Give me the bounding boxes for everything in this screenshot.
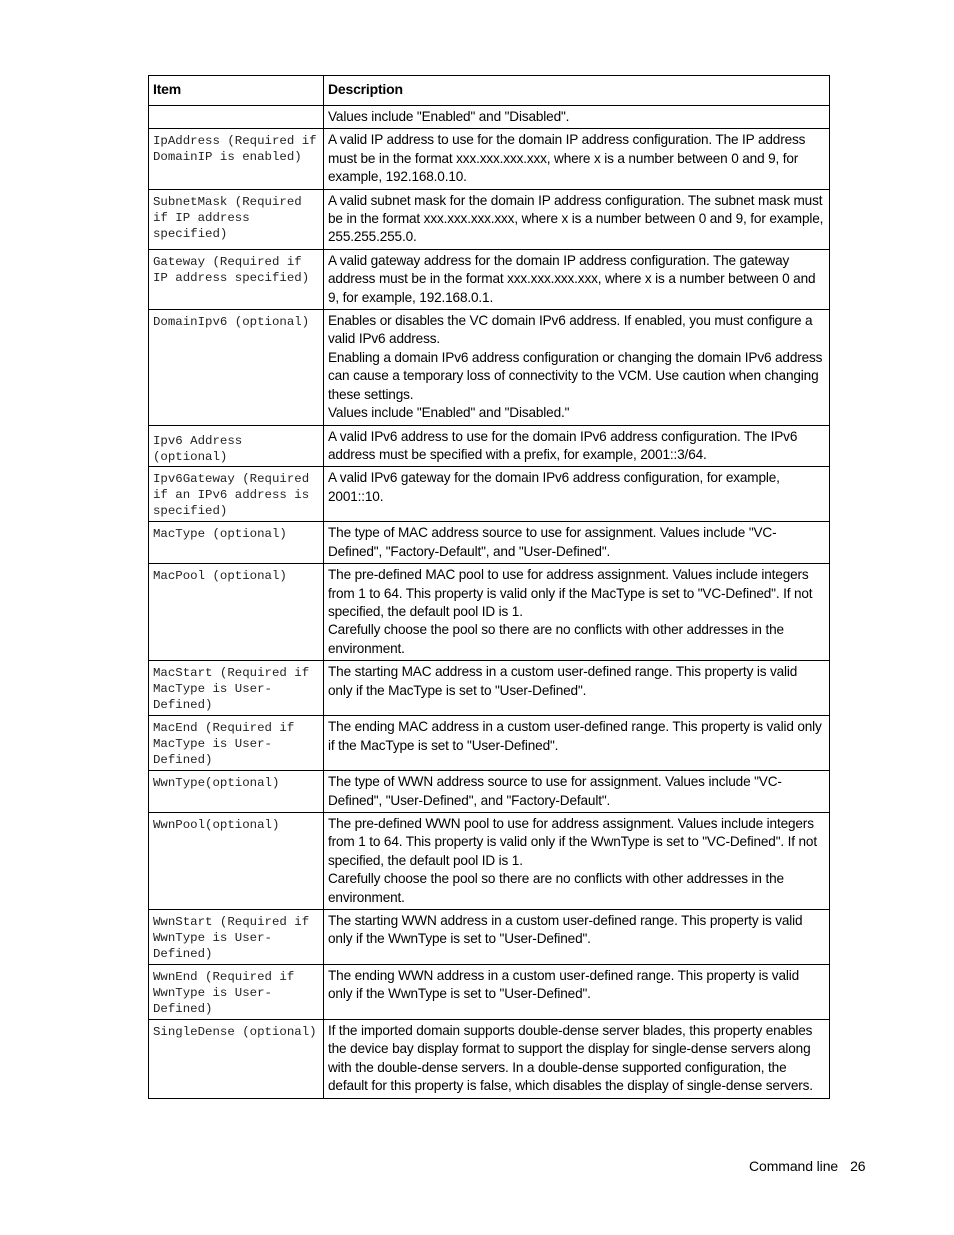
table-row [149,522,830,564]
item-cell: WwnType(optional) [149,771,324,813]
item-cell: MacPool (optional) [149,564,324,661]
description-cell [324,189,830,249]
description-paragraph: The starting MAC address in a custom user-defined range. This property is valid only if the MacType is set to "User-Defined". [328,664,798,698]
table-row [149,910,830,965]
footer-section: Command line [749,1158,839,1174]
table-row [149,812,830,909]
description-paragraph: If the imported domain supports double-dense server blades, this property enables the device bay display format to support the display for single-dense servers along with the double-dense servers. In a double-dense supported configuration, the default for this property is false, which disables the display of single-dense servers. [328,1023,813,1094]
description-paragraph: A valid IPv6 gateway for the domain IPv6 address configuration, for example, 2001::10. [328,470,780,504]
description-cell [324,716,830,771]
description-cell [324,771,830,813]
description-paragraph: A valid gateway address for the domain IP address configuration. The gateway address must be in the format xxx.xxx.xxx.xxx, where x is a number between 0 and 9, for example, 192.168.0.1. [328,252,816,305]
parameter-table [148,75,830,1099]
item-cell: DomainIpv6 (optional) [149,310,324,425]
description-paragraph: The ending MAC address in a custom user-defined range. This property is valid only if the MacType is set to "User-Defined". [328,719,822,753]
description-cell [324,129,830,189]
description-cell [324,965,830,1020]
table-row [149,310,830,425]
description-cell [324,467,830,522]
item-cell: SubnetMask (Required if IP address specified) [149,189,324,249]
description-paragraph: Enables or disables the VC domain IPv6 address. If enabled, you must configure a valid IPv6 address. [328,313,813,347]
table-row [149,1020,830,1099]
item-cell [149,106,324,129]
item-cell: SingleDense (optional) [149,1020,324,1099]
table-row [149,425,830,467]
description-paragraph: The starting WWN address in a custom user-defined range. This property is valid only if the WwnType is set to "User-Defined". [328,913,803,947]
item-cell: MacEnd (Required if MacType is User-Defined) [149,716,324,771]
description-cell [324,812,830,909]
table-body [149,106,830,1099]
table-row [149,965,830,1020]
item-cell: Ipv6 Address (optional) [149,425,324,467]
description-cell [324,1020,830,1099]
description-cell [324,310,830,425]
description-paragraph: A valid IP address to use for the domain IP address configuration. The IP address must be in the format xxx.xxx.xxx.xxx, where x is a number between 0 and 9, for example, 192.168.0.10. [328,132,806,185]
description-paragraph: The ending WWN address in a custom user-defined range. This property is valid only if the WwnType is set to "User-Defined". [328,968,800,1002]
page-number: 26 [850,1158,866,1174]
description-cell [324,249,830,309]
table-row [149,564,830,661]
description-paragraph: Values include "Enabled" and "Disabled." [328,405,570,421]
table-row [149,106,830,129]
description-cell [324,910,830,965]
table-row [149,771,830,813]
description-paragraph: The pre-defined MAC pool to use for address assignment. Values include integers from 1 to 64. This property is valid only if the MacType is set to "VC-Defined". If not specified, the default pool ID is 1. [328,567,813,619]
description-paragraph: A valid subnet mask for the domain IP address configuration. The subnet mask must be in the format xxx.xxx.xxx.xxx, where x is a number between 0 and 9, for example, 255.255.255.0. [328,192,824,245]
table-row [149,249,830,309]
description-cell [324,425,830,467]
description-cell [324,564,830,661]
item-cell: Gateway (Required if IP address specified) [149,249,324,309]
header-description: Description [324,76,830,106]
table-row [149,661,830,716]
description-paragraph: Enabling a domain IPv6 address configuration or changing the domain IPv6 address can cause a temporary loss of connectivity to the VCM. Use caution when changing these settings. [328,349,823,402]
header-item: Item [149,76,324,106]
table-row [149,716,830,771]
description-paragraph: Carefully choose the pool so there are no conflicts with other addresses in the environment. [328,622,784,656]
description-cell [324,522,830,564]
item-cell: MacType (optional) [149,522,324,564]
table-row [149,129,830,189]
item-cell: Ipv6Gateway (Required if an IPv6 address is specified) [149,467,324,522]
description-paragraph: The type of MAC address source to use for assignment. Values include "VC-Defined", "Factory-Default", and "User-Defined". [328,525,777,559]
item-cell: IpAddress (Required if DomainIP is enabled) [149,129,324,189]
description-paragraph: A valid IPv6 address to use for the domain IPv6 address configuration. The IPv6 address must be specified with a prefix, for example, 2001::3/64. [328,428,798,462]
description-paragraph: The pre-defined WWN pool to use for address assignment. Values include integers from 1 to 64. This property is valid only if the WwnType is set to "VC-Defined". If not specified, the default pool ID is 1. [328,815,817,868]
table-row [149,189,830,249]
table-header-row [149,76,830,106]
item-cell: WwnStart (Required if WwnType is User-Defined) [149,910,324,965]
description-cell [324,661,830,716]
item-cell: WwnPool(optional) [149,812,324,909]
description-cell [324,106,830,129]
description-paragraph: The type of WWN address source to use for assignment. Values include "VC-Defined", "User-Defined", and "Factory-Default". [328,774,782,808]
item-cell: WwnEnd (Required if WwnType is User-Defined) [149,965,324,1020]
description-paragraph: Values include "Enabled" and "Disabled". [328,109,570,124]
description-paragraph: Carefully choose the pool so there are no conflicts with other addresses in the environment. [328,871,784,905]
table-row [149,467,830,522]
item-cell: MacStart (Required if MacType is User-Defined) [149,661,324,716]
page-footer [749,1158,865,1174]
